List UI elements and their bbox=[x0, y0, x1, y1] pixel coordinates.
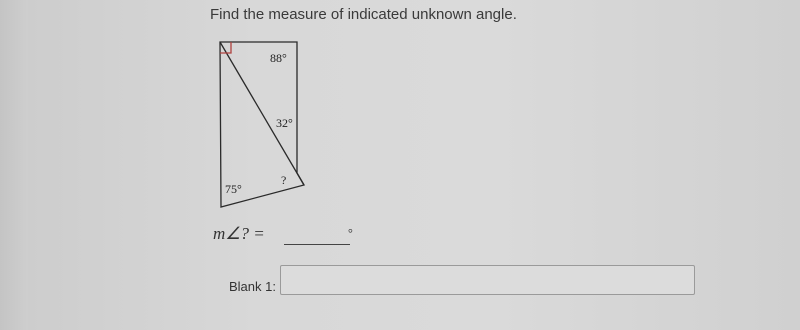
degree-symbol: ° bbox=[348, 226, 353, 240]
angle-label-middle: 32° bbox=[276, 116, 293, 130]
question-prompt: Find the measure of indicated unknown angle. bbox=[210, 6, 517, 23]
angle-label-bottom-left: 75° bbox=[225, 182, 242, 196]
blank-1-label: Blank 1: bbox=[229, 279, 276, 294]
equation-label: m∠? = bbox=[213, 224, 265, 243]
blank-1-input[interactable] bbox=[280, 265, 695, 295]
answer-underline bbox=[284, 244, 350, 245]
angle-label-top: 88° bbox=[270, 51, 287, 65]
diagonal-line bbox=[220, 42, 304, 185]
angle-label-unknown: ? bbox=[281, 173, 287, 187]
geometry-figure bbox=[200, 35, 320, 215]
